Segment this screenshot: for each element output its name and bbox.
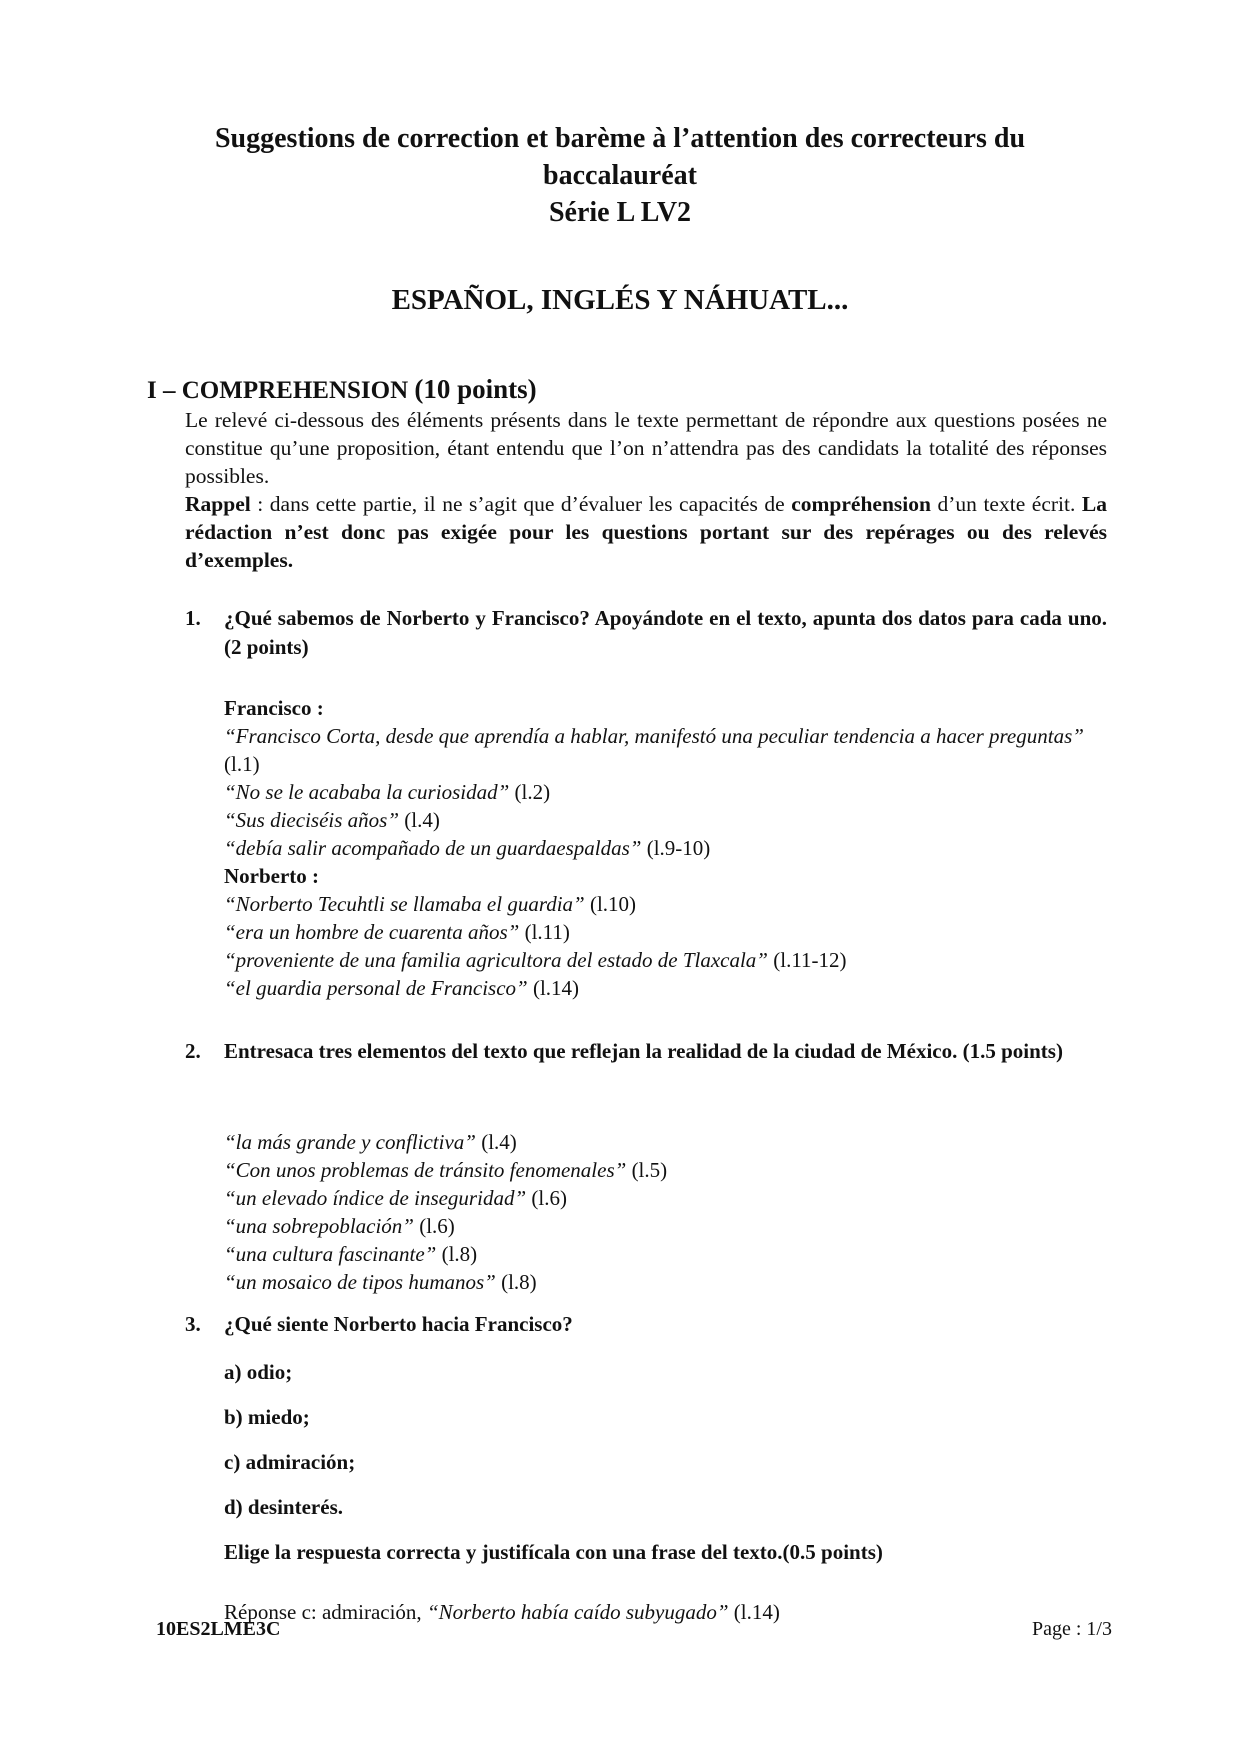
line-ref: (l.2)	[509, 780, 551, 804]
quote: “No se le acababa la curiosidad”	[224, 780, 510, 804]
title-line-3: Série L LV2	[548, 197, 692, 228]
line-ref: (l.8)	[495, 1270, 537, 1294]
document-code: 10ES2LME3C	[156, 1618, 281, 1640]
question-3-answer	[224, 1598, 1104, 1626]
list-item	[224, 918, 1104, 946]
list-item	[224, 834, 1104, 862]
quote: “el guardia personal de Francisco”	[224, 976, 528, 1000]
section-intro: Le relevé ci-dessous des éléments présents dans le texte permettant de répondre aux questions posées ne constitue qu’une proposition, étant entendu que l’on n’attendra pas des candidats la totalité des réponses possibles.	[185, 408, 1107, 488]
line-ref: (l.4)	[399, 808, 440, 832]
question-1-answers	[224, 694, 1104, 1002]
line-ref: (l.14)	[527, 976, 580, 1000]
line-ref: (l.11)	[519, 920, 570, 944]
line-ref: (l.1)	[224, 752, 260, 776]
answer-ref: (l.14)	[728, 1600, 780, 1624]
question-1-number: 1.	[185, 606, 201, 630]
question-3-number: 3.	[185, 1312, 201, 1336]
quote: “una sobrepoblación”	[224, 1214, 414, 1238]
rappel-bold-2: La rédaction n’est donc pas exigée pour les questions portant sur des repérages ou des relevés d’exemples.	[185, 492, 1107, 572]
list-item	[224, 806, 1104, 834]
list-item	[224, 1156, 1104, 1184]
question-3-instruction: Elige la respuesta correcta y justifícala con una frase del texto.(0.5 points)	[224, 1540, 883, 1564]
line-ref: (l.11-12)	[768, 948, 847, 972]
quote: “debía salir acompañado de un guardaespaldas”	[224, 836, 642, 860]
rappel-label: Rappel	[185, 492, 251, 516]
rappel-text-1: : dans cette partie, il ne s’agit que d’évaluer les capacités de	[250, 492, 792, 516]
line-ref: (l.9-10)	[641, 836, 711, 860]
quote: “una cultura fascinante”	[224, 1242, 437, 1266]
question-3-text: ¿Qué siente Norberto hacia Francisco?	[224, 1312, 573, 1336]
option-a: a) odio;	[224, 1360, 293, 1384]
question-2-text: Entresaca tres elementos del texto que reflejan la realidad de la ciudad de México. (1.5 points)	[224, 1039, 1063, 1063]
line-ref: (l.10)	[584, 892, 637, 916]
quote: “era un hombre de cuarenta años”	[224, 920, 520, 944]
list-item	[224, 1212, 1104, 1240]
francisco-label: Francisco :	[224, 696, 324, 720]
option-c: c) admiración;	[224, 1450, 356, 1474]
quote: “Sus dieciséis años”	[224, 808, 400, 832]
line-ref: (l.8)	[436, 1242, 478, 1266]
answer-prefix: Réponse c: admiración,	[224, 1600, 427, 1624]
line-ref: (l.6)	[526, 1186, 567, 1210]
quote: “Norberto Tecuhtli se llamaba el guardia”	[224, 892, 585, 916]
list-item	[224, 778, 1104, 806]
question-2	[185, 1037, 1107, 1066]
answer-quote: “Norberto había caído subyugado”	[426, 1600, 729, 1624]
section-heading-prefix: I – COMPREHENSION	[147, 377, 415, 404]
title-line-1: Suggestions de correction et barème à l’attention des correcteurs du	[214, 123, 1026, 154]
question-3	[185, 1310, 1107, 1339]
list-item	[224, 890, 1104, 918]
quote: “proveniente de una familia agricultora del estado de Tlaxcala”	[224, 948, 768, 972]
question-1	[185, 604, 1107, 662]
document-subtitle: ESPAÑOL, INGLÉS Y NÁHUATL...	[391, 284, 849, 316]
rappel-bold-1: compréhension	[791, 492, 931, 516]
list-item	[224, 722, 1104, 778]
line-ref: (l.5)	[626, 1158, 668, 1182]
section-heading-points: (10 points)	[414, 374, 537, 404]
question-1-text: ¿Qué sabemos de Norberto y Francisco? Apoyándote en el texto, apunta dos datos para cada uno. (2 points)	[224, 606, 1107, 659]
quote: “la más grande y conflictiva”	[224, 1130, 476, 1154]
list-item	[224, 1240, 1104, 1268]
list-item	[224, 946, 1104, 974]
rappel-text-2: d’un texte écrit.	[930, 492, 1082, 516]
quote: “un mosaico de tipos humanos”	[224, 1270, 496, 1294]
option-d: d) desinterés.	[224, 1495, 343, 1519]
quote: “Con unos problemas de tránsito fenomenales”	[224, 1158, 627, 1182]
list-item	[224, 1128, 1104, 1156]
line-ref: (l.4)	[475, 1130, 517, 1154]
norberto-label: Norberto :	[224, 864, 320, 888]
line-ref: (l.6)	[413, 1214, 455, 1238]
document-title	[0, 120, 1240, 231]
list-item	[224, 974, 1104, 1002]
list-item	[224, 1184, 1104, 1212]
question-2-answers	[224, 1128, 1104, 1296]
list-item	[224, 1268, 1104, 1296]
page-number: Page : 1/3	[1032, 1618, 1112, 1640]
section-heading	[147, 374, 537, 405]
quote: “Francisco Corta, desde que aprendía a hablar, manifestó una peculiar tendencia a hacer preguntas”	[224, 724, 1084, 748]
option-b: b) miedo;	[224, 1405, 310, 1429]
title-line-2: baccalauréat	[543, 160, 697, 191]
question-2-number: 2.	[185, 1039, 201, 1063]
quote: “un elevado índice de inseguridad”	[224, 1186, 527, 1210]
section-rappel	[185, 490, 1107, 574]
